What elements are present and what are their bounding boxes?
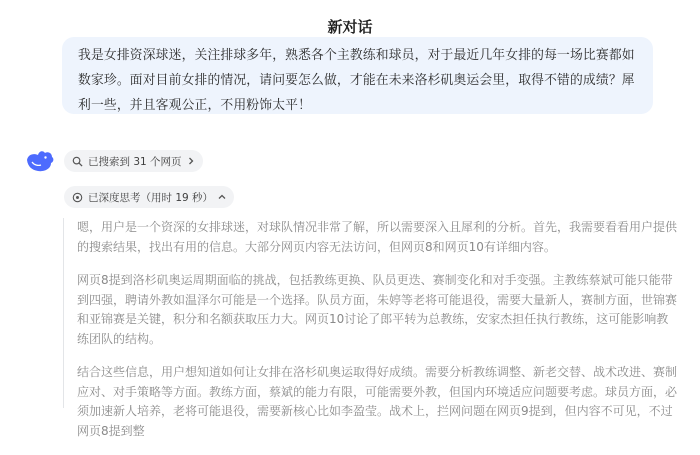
deep-think-label: 已深度思考（用时 19 秒） — [88, 191, 214, 204]
chevron-right-icon — [187, 157, 195, 165]
thinking-paragraph: 结合这些信息，用户想知道如何让女排在洛杉矶奥运取得好成绩。需要分析教练调整、新老交替、战术改进、赛制应对、对手策略等方面。教练方面，蔡斌的能力有限，可能需要外教，但国内环境适应问题要考虑。球员方面，必须加速新人培养，老将可能退役，需要新核心比如李盈莹。战术上，拦网问题在网页9提到，但内容不可见，不过网页8提到整 — [77, 365, 678, 438]
user-message-bubble: 我是女排资深球迷，关注排球多年，熟悉各个主教练和球员，对于最近几年女排的每一场比赛都如数家珍。面对目前女排的情况，请问要怎么做，才能在未来洛杉矶奥运会里，取得不错的成绩？犀利一些，并且客观公正，不用粉饰太平！ — [62, 37, 653, 114]
search-results-chip[interactable] — [64, 150, 203, 172]
think-icon — [72, 192, 83, 203]
page-title: 新对话 — [327, 18, 373, 36]
thinking-divider — [63, 218, 64, 408]
search-results-label: 已搜索到 31 个网页 — [88, 155, 182, 168]
deepseek-whale-icon — [24, 145, 56, 177]
deep-think-chip[interactable] — [64, 186, 234, 208]
thinking-paragraph: 网页8提到洛杉矶奥运周期面临的挑战，包括教练更换、队员更迭、赛制变化和对手变强。主教练蔡斌可能只能带到四强，聘请外教如温泽尔可能是一个选择。队员方面，朱婷等老将可能退役，需要大量新人，赛制方面，世锦赛和亚锦赛是关键，积分和名额获取压力大。网页10讨论了郎平转为总教练，安家杰担任执行教练，这可能影响教练团队的结构。 — [77, 273, 678, 346]
thinking-content — [77, 218, 677, 455]
search-icon — [72, 156, 83, 167]
thinking-paragraph: 嗯，用户是一个资深的女排球迷，对球队情况非常了解，所以需要深入且犀利的分析。首先，我需要看看用户提供的搜索结果，找出有用的信息。大部分网页内容无法访问，但网页8和网页10有详细内容。 — [77, 220, 678, 254]
chevron-up-icon — [218, 193, 226, 201]
